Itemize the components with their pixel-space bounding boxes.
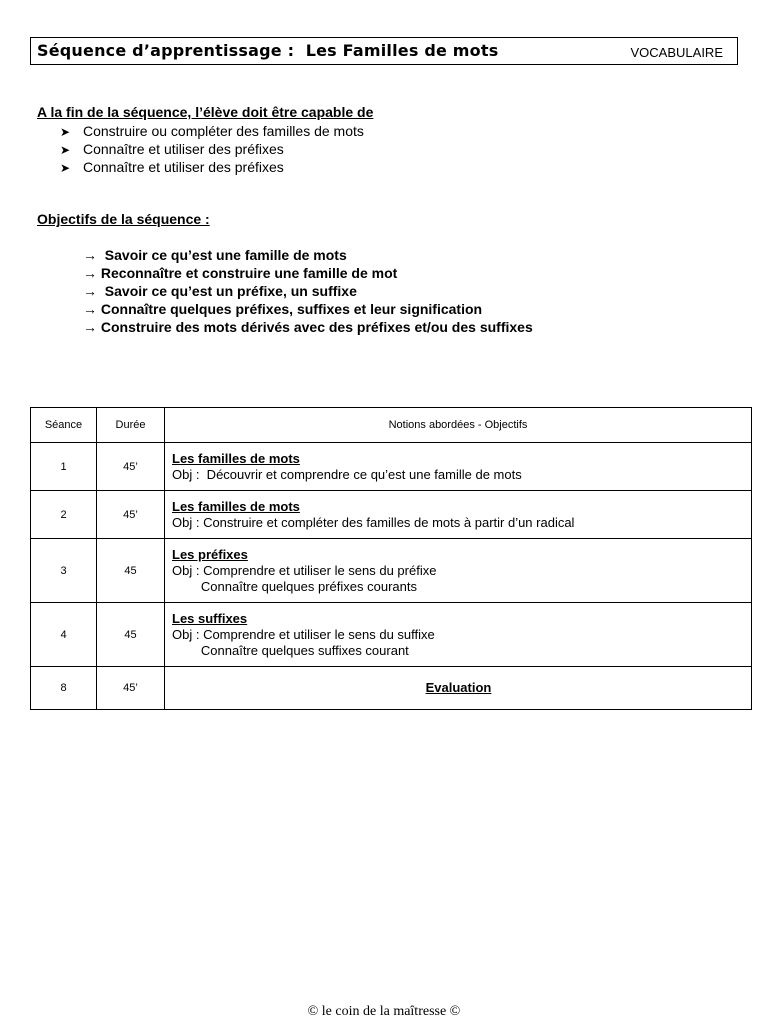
ability-item: ➤ Construire ou compléter des familles de mots: [60, 123, 364, 139]
arrow-right-icon: →: [83, 247, 97, 263]
duree-cell: 45: [97, 603, 165, 667]
notion-title: Les suffixes: [172, 610, 248, 626]
abilities-heading: A la fin de la séquence, l’élève doit être capable de: [37, 104, 374, 120]
notion-objective: Obj : Construire et compléter des familles de mots à partir d’un radical: [172, 514, 575, 530]
table-row: [31, 443, 752, 491]
arrow-right-icon: →: [83, 265, 97, 281]
seance-cell: 3: [31, 539, 97, 603]
duree-cell: 45’: [97, 491, 165, 539]
column-header-notions: Notions abordées - Objectifs: [165, 408, 752, 443]
objective-item: → Savoir ce qu’est une famille de mots: [83, 247, 347, 263]
arrowhead-bullet-icon: ➤: [60, 143, 71, 157]
seance-cell: 2: [31, 491, 97, 539]
objective-item: → Reconnaître et construire une famille de mot: [83, 265, 398, 281]
notion-cell: [165, 443, 752, 491]
duree-cell: 45’: [97, 667, 165, 710]
notion-objective: Connaître quelques préfixes courants: [172, 578, 417, 594]
table-row: [31, 603, 752, 667]
arrow-right-icon: →: [83, 283, 97, 299]
table-row: [31, 539, 752, 603]
notion-title: Les familles de mots: [172, 450, 300, 466]
arrow-right-icon: →: [83, 319, 97, 335]
notion-cell: [165, 667, 752, 710]
arrow-right-icon: →: [83, 301, 97, 317]
column-header-duree: Durée: [97, 408, 165, 443]
ability-item: ➤ Connaître et utiliser des préfixes: [60, 141, 284, 157]
notion-objective: Obj : Comprendre et utiliser le sens du préfixe: [172, 562, 437, 578]
table-row: [31, 667, 752, 710]
sessions-table: [30, 407, 752, 710]
arrowhead-bullet-icon: ➤: [60, 161, 71, 175]
duree-cell: 45: [97, 539, 165, 603]
seance-cell: 8: [31, 667, 97, 710]
table-header-row: [31, 408, 752, 443]
arrowhead-bullet-icon: ➤: [60, 125, 71, 139]
seance-cell: 4: [31, 603, 97, 667]
notion-cell: [165, 539, 752, 603]
table-row: [31, 491, 752, 539]
column-header-seance: Séance: [31, 408, 97, 443]
subject-label: VOCABULAIRE: [630, 45, 723, 60]
notion-title: Les familles de mots: [172, 498, 300, 514]
notion-objective: Obj : Comprendre et utiliser le sens du suffixe: [172, 626, 435, 642]
notion-title: Les préfixes: [172, 546, 248, 562]
sequence-header: [30, 37, 738, 65]
notion-cell: [165, 603, 752, 667]
objective-item: → Construire des mots dérivés avec des préfixes et/ou des suffixes: [83, 319, 533, 335]
abilities-list: [60, 122, 364, 176]
objectives-list: [83, 246, 533, 336]
notion-cell: [165, 491, 752, 539]
sequence-title: Séquence d’apprentissage : Les Familles de mots: [37, 41, 499, 60]
duree-cell: 45’: [97, 443, 165, 491]
copyright-footer: © le coin de la maîtresse ©: [307, 1004, 461, 1019]
ability-item: ➤ Connaître et utiliser des préfixes: [60, 159, 284, 175]
seance-cell: 1: [31, 443, 97, 491]
evaluation-label: Evaluation: [425, 680, 492, 695]
objective-item: → Connaître quelques préfixes, suffixes et leur signification: [83, 301, 483, 317]
notion-objective: Obj : Découvrir et comprendre ce qu’est une famille de mots: [172, 466, 522, 482]
objectives-heading: Objectifs de la séquence :: [37, 211, 210, 227]
notion-objective: Connaître quelques suffixes courant: [172, 642, 409, 658]
objective-item: → Savoir ce qu’est un préfixe, un suffixe: [83, 283, 357, 299]
